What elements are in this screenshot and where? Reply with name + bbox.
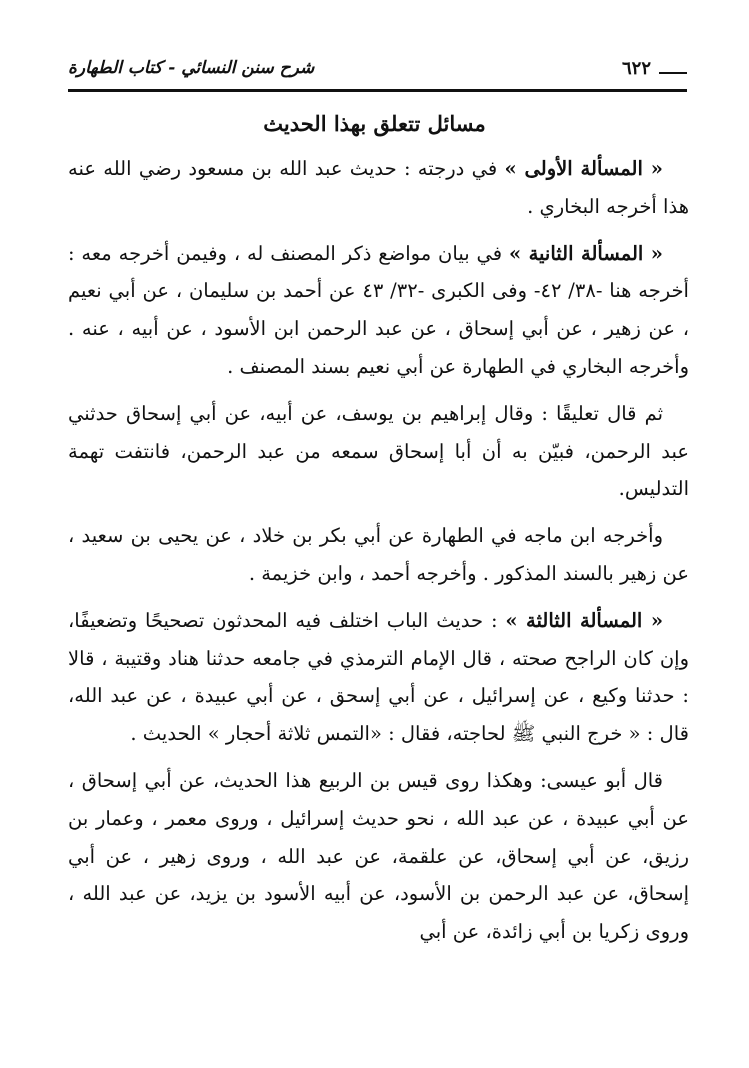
page-number-wrap bbox=[622, 58, 651, 79]
paragraph-text: في بيان مواضع ذكر المصنف له ، وفيمن أخرجه معه : أخرجه هنا -٣٨/ ٤٢- وفى الكبرى -٣٢/ ٤٣ عن أحمد بن سليمان ، عن أبي نعيم ، عن زهير ، عن أبي إسحاق ، عن عبد الرحمن ابن الأسود ، عن أبيه ، عنه . وأخرجه البخاري في الطهارة عن أبي نعيم بسند المصنف . bbox=[68, 241, 689, 378]
paragraph-2 bbox=[68, 235, 689, 386]
page-number: ٦٢٢ bbox=[621, 58, 651, 79]
paragraph-lead: « المسألة الثالثة » bbox=[505, 608, 664, 632]
paragraph-text: قال أبو عيسى: وهكذا روى قيس بن الربيع هذا الحديث، عن أبي إسحاق ، عن أبي عبيدة ، عن عبد الله ، نحو حديث إسرائيل ، وروى معمر ، وعمار بن رزيق، عن أبي إسحاق، عن علقمة، عن عبد الله ، وروى زهير ، عن أبي إسحاق، عن عبد الرحمن بن الأسود، عن أبيه الأسود بن يزيد، عن عبد الله ، وروى زكريا بن أبي زائدة، عن أبي bbox=[68, 768, 689, 944]
paragraph-text: وأخرجه ابن ماجه في الطهارة عن أبي بكر بن خلاد ، عن يحيى بن سعيد ، عن زهير بالسند المذكور . وأخرجه أحمد ، وابن خزيمة . bbox=[68, 524, 689, 585]
paragraph-1 bbox=[68, 150, 689, 226]
paragraph-text: : حديث الباب اختلف فيه المحدثون تصحيحًا وتضعيفًا، وإن كان الراجح صحته ، قال الإمام الترمذي في جامعه حدثنا هناد وقتيبة ، قالا : حدثنا وكيع ، عن إسرائيل ، عن أبي إسحق ، عن أبي عبيدة ، عن عبد الله، قال : « خرج النبي ﷺ لحاجته، فقال : «التمس ثلاثة أحجار » الحديث . bbox=[68, 608, 689, 746]
page-header bbox=[68, 58, 687, 92]
paragraph-lead: « المسألة الثانية » bbox=[508, 241, 663, 265]
paragraph-3 bbox=[68, 395, 689, 508]
header-rule bbox=[68, 89, 687, 92]
header-short-rule bbox=[659, 72, 687, 74]
running-title: شرح سنن النسائي - كتاب الطهارة bbox=[68, 58, 315, 78]
paragraph-text: ثم قال تعليقًا : وقال إبراهيم بن يوسف، عن أبيه، عن أبي إسحاق حدثني عبد الرحمن، فبيّن به أن أبا إسحاق سمعه من عبد الرحمن، فانتفت تهمة التدليس. bbox=[68, 401, 689, 501]
paragraph-6 bbox=[68, 762, 689, 951]
section-title: مسائل تتعلق بهذا الحديث bbox=[263, 111, 486, 136]
paragraph-5 bbox=[68, 602, 689, 753]
paragraph-lead: « المسألة الأولى » bbox=[504, 157, 663, 180]
paragraph-4 bbox=[68, 517, 689, 593]
paragraph-text: في درجته : حديث عبد الله بن مسعود رضي الله عنه هذا أخرجه البخاري . bbox=[68, 157, 689, 218]
body-text bbox=[68, 150, 689, 960]
